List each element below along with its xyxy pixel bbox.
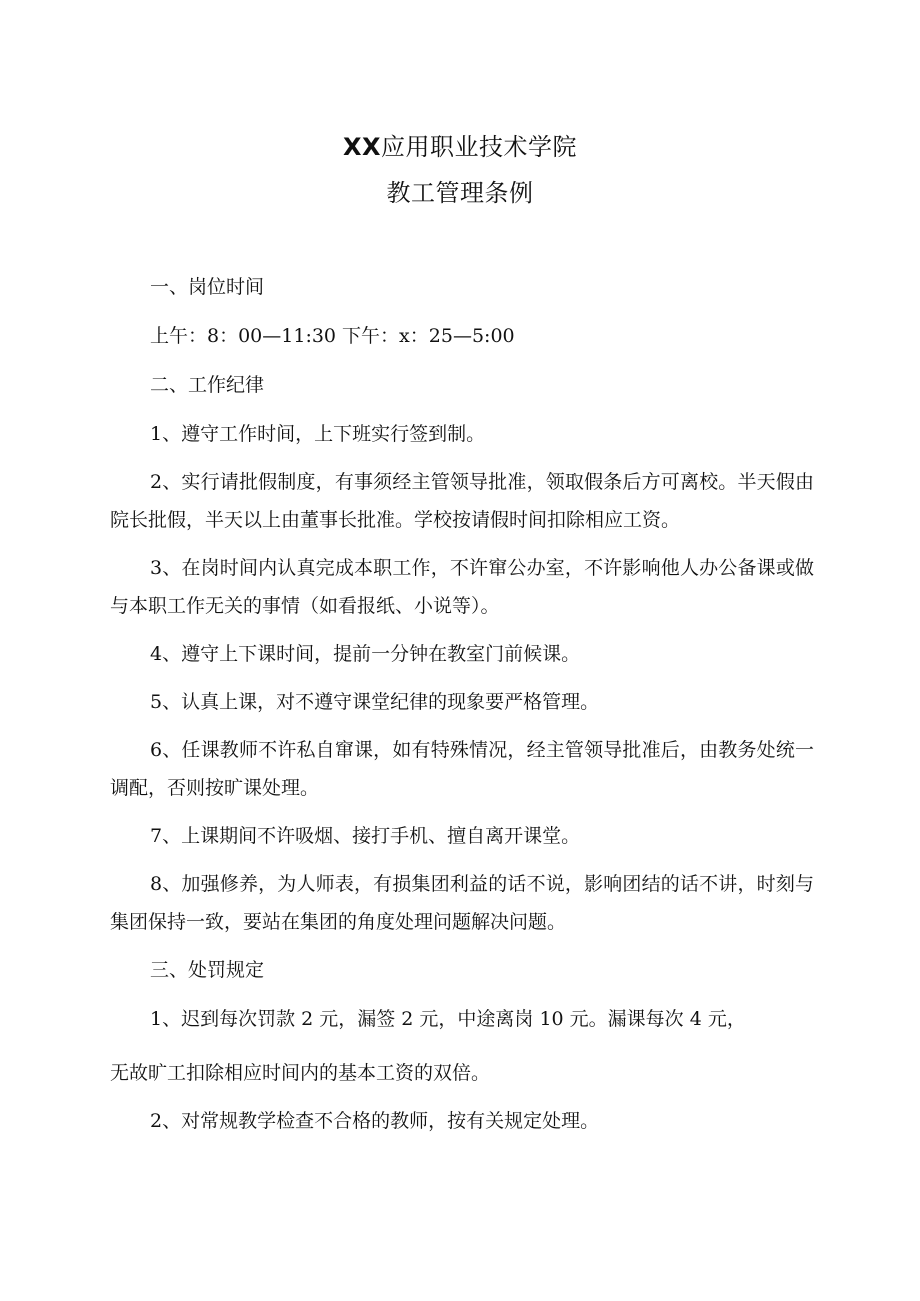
penalty-item-line1: 1、迟到每次罚款 2 元，漏签 2 元，中途离岗 10 元。漏课每次 4 元， (150, 1008, 746, 1030)
discipline-item: 4、遵守上下课时间，提前一分钟在教室门前候课。 (150, 643, 581, 665)
section-heading-discipline: 二、工作纪律 (150, 374, 265, 396)
document-title (0, 124, 920, 170)
penalty-item: 2、对常规教学检查不合格的教师，按有关规定处理。 (150, 1110, 600, 1132)
discipline-item: 2、实行请批假制度，有事须经主管领导批准，领取假条后方可离校。半天假由院长批假，半天以上由董事长批准。学校按请假时间扣除相应工资。 (110, 471, 814, 531)
discipline-item: 3、在岗时间内认真完成本职工作，不许窜公办室，不许影响他人办公备课或做与本职工作无关的事情（如看报纸、小说等）。 (110, 557, 814, 617)
discipline-item: 8、加强修养，为人师表，有损集团利益的话不说，影响团结的话不讲，时刻与集团保持一致，要站在集团的角度处理问题解决问题。 (110, 873, 814, 933)
discipline-item: 6、任课教师不许私自窜课，如有特殊情况，经主管领导批准后，由教务处统一调配，否则按旷课处理。 (110, 739, 814, 799)
section-heading-penalties: 三、处罚规定 (150, 959, 265, 981)
title-prefix: XX (342, 133, 381, 161)
discipline-item: 7、上课期间不许吸烟、接打手机、擅自离开课堂。 (150, 825, 581, 847)
document-subtitle: 教工管理条例 (386, 179, 534, 207)
document-body (110, 268, 814, 1150)
work-hours-text: 上午：8：00—11:30 下午：x：25—5:00 (150, 325, 515, 347)
title-main: 应用职业技术学院 (381, 133, 577, 161)
discipline-item: 5、认真上课，对不遵守课堂纪律的现象要严格管理。 (150, 691, 600, 713)
section-heading-hours: 一、岗位时间 (150, 276, 265, 298)
title-block (0, 124, 920, 216)
penalty-item-line2: 无故旷工扣除相应时间内的基本工资的双倍。 (110, 1062, 491, 1084)
discipline-item: 1、遵守工作时间，上下班实行签到制。 (150, 423, 486, 445)
